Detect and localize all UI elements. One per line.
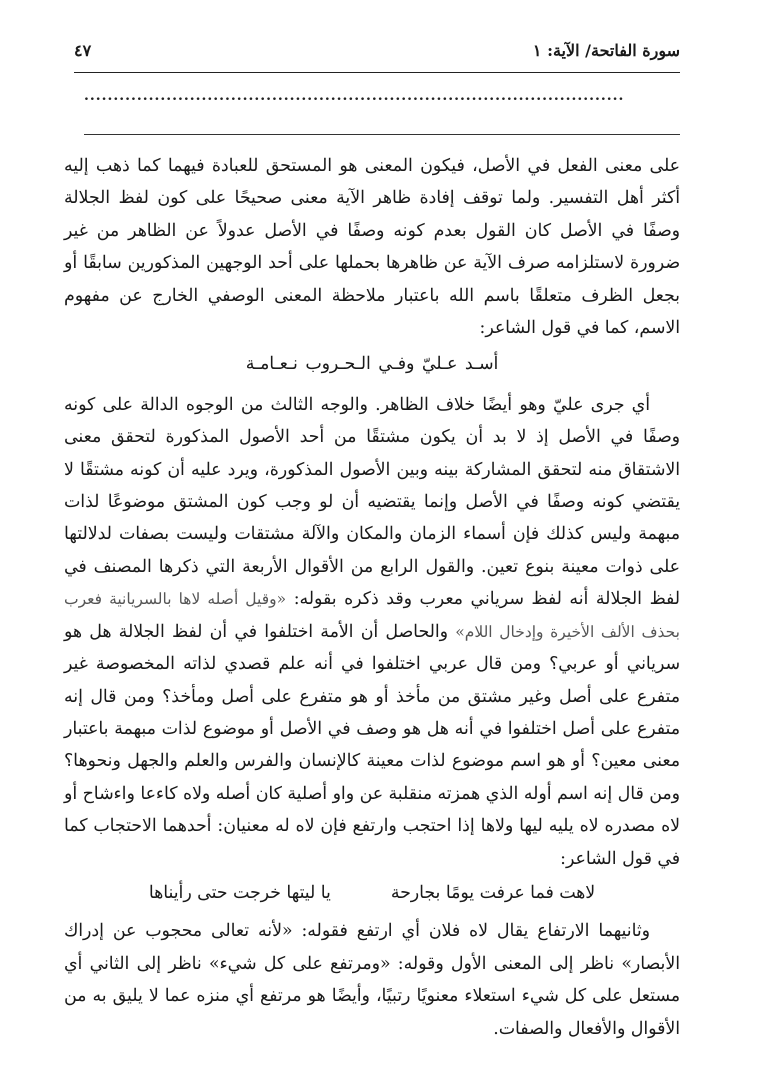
- running-title: سورة الفاتحة/ الآية: ١: [532, 40, 680, 60]
- paragraph-1: على معنى الفعل في الأصل، فيكون المعنى هو المستحق للعبادة فيهما كما ذهب إليه أكثر أهل التفسير. ولما توقف إفادة ظاهر الآية معنى صحيحًا على كون لفظ الجلالة وصفًا في الأصل كان القول بعدم كونه وصفًا في الأصل عدولاً عن الظاهر من غير ضرورة لاستلزامه صرف الآية عن ظاهرها بحملها على أحد الوجهين المذكورين سابقًا أو بجعل الظرف متعلقًا باسم الله باعتبار ملاحظة المعنى الوصفي الخارج عن مفهوم الاسم، كما في قول الشاعر:: [64, 156, 680, 339]
- author-quote: «وقيل أصله لاها بالسريانية فعرب بحذف الألف الأخيرة وإدخال اللام»: [64, 590, 681, 641]
- verse-couplet: [64, 877, 680, 909]
- paragraph-2: [64, 389, 680, 875]
- verse-hemistich-left: يا ليتها خرجت حتى رأيناها: [148, 882, 331, 903]
- paragraph-2-text: أي جرى عليّ وهو أيضًا خلاف الظاهر. والوجه الثالث من الوجوه الدالة على كونه وصفًا في الأصل إذ لا بد أن يكون مشتقًا من أحد الأصول المذكورة لتحقق معنى الاشتقاق منه لتحقق المشاركة بينه وبين الأصول المذكورة، ويرد عليه أن كونه مشتقًا لا يقتضي كونه وصفًا في الأصل وإنما يقتضيه أن لو وجب كون المشتق موضوعًا لذات مبهمة وليس كذلك فإن أسماء الزمان والمكان والآلة مشتقات وليست بصفات لدلالتها على ذوات معينة بنوع تعين. والقول الرابع من الأقوال الأربعة التي ذكرها المصنف في لفظ الجلالة أنه لفظ سرياني معرب وقد ذكره بقوله:: [64, 394, 680, 610]
- header-rule: [74, 72, 680, 73]
- page-number: ٤٧: [74, 40, 92, 60]
- verse-hemistich-right: لاهت فما عرفت يومًا بجارحة: [390, 882, 596, 903]
- verse-line-1: أسـد عـليّ وفـي الـحـروب نـعـامـة: [245, 354, 499, 375]
- page-header: [74, 34, 680, 66]
- section-rule: [84, 134, 680, 135]
- paragraph-3: وثانيهما الارتفاع يقال لاه فلان أي ارتفع فقوله: «لأنه تعالى محجوب عن إدراك الأبصار» ناظر إلى المعنى الأول وقوله: «ومرتفع على كل شيء» ناظر إلى الثاني أي مستعل على كل شيء استعلاء معنويًا رتبيًا، وأيضًا هو مرتفع أي منزه عما لا يليق به من الأقوال والأفعال والصفات.: [64, 921, 680, 1039]
- paragraph-2-continuation: والحاصل أن الأمة اختلفوا في أن لفظ الجلالة هل هو سرياني أو عربي؟ ومن قال عربي اختلفوا في أنه علم قصدي لذاته المخصوصة غير متفرع على أصل وغير مشتق من مأخذ أو هو متفرع على أصل ومأخذ؟ ومن قال إنه متفرع على أصل اختلفوا في أنه هل هو وصف في الأصل أو موضوع لذات مبهمة باعتبار معنى معين؟ أو هو اسم موضوع لذات معينة كالإنسان والفرس والعلم والجهل ونحوها؟ ومن قال إنه اسم أوله الذي همزته منقلبة عن واو أصلية كان أصله ولاه كاءعا واءشاح أو لاه مصدره لاه يليه ليها ولاها إذا احتجب وارتفع فإن لاه له معنيان: أحدهما الاحتجاب كما في قول الشاعر:: [64, 621, 680, 869]
- body-text: [64, 150, 680, 1045]
- dotted-separator: ............................................................................................: [84, 88, 625, 104]
